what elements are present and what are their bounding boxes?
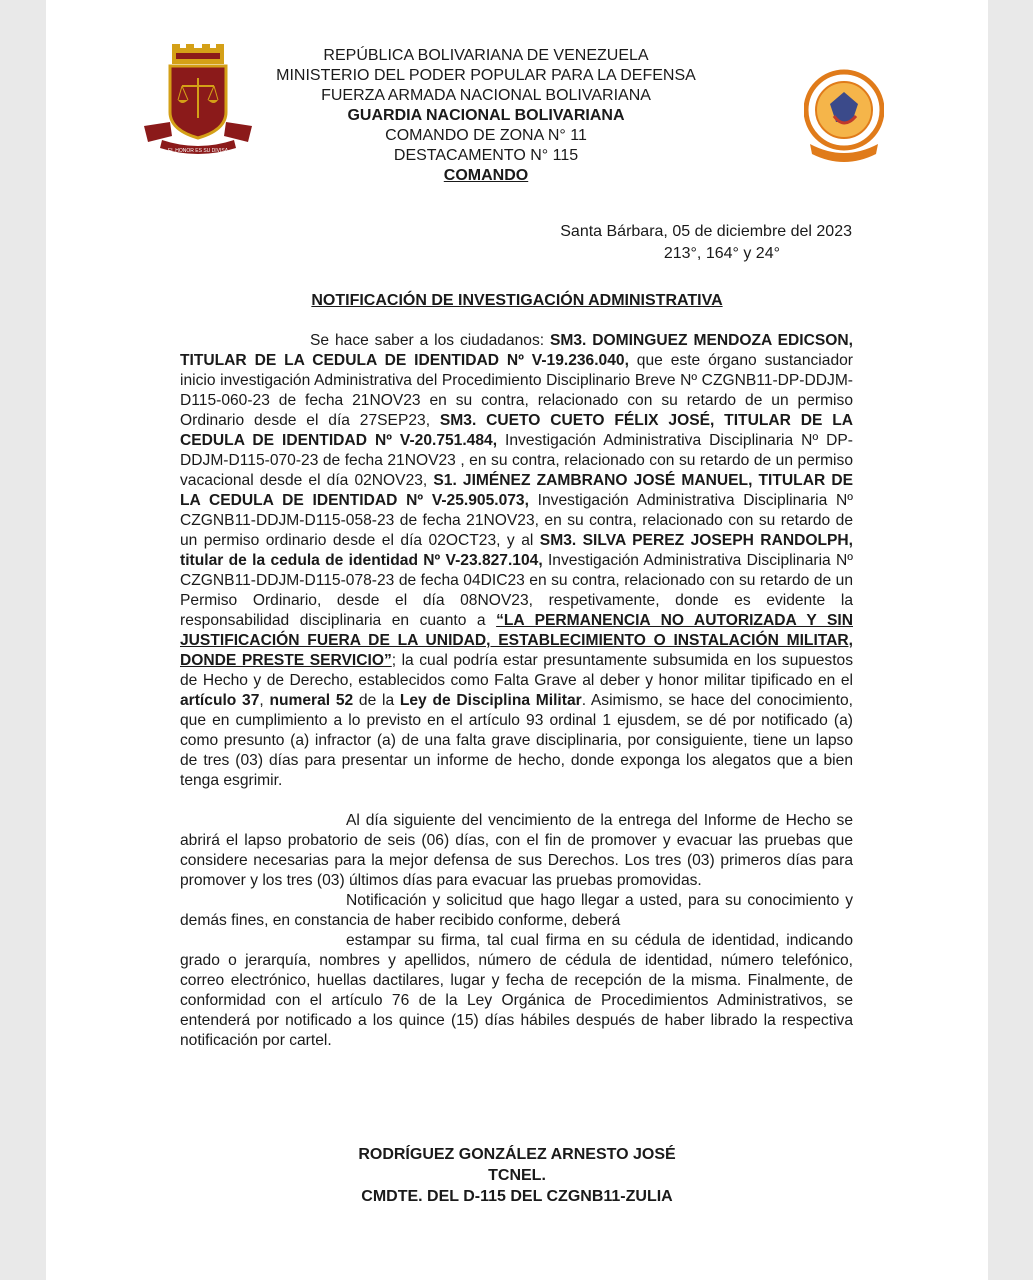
document-anniversary-refs: 213°, 164° y 24° [663,245,780,262]
p1-infraction-quote: “LA PERMANENCIA NO AUTORIZADA Y SIN JUSTIFICACIÓN FUERA DE LA UNIDAD, ESTABLECIMIENTO O INSTALACIÓN MILITAR, DONDE PRESTE SERVICIO” [180,612,853,669]
header-command: COMANDO [443,167,529,184]
p1-text-7: , [259,692,270,709]
signatory-position: CMDTE. DEL D-115 DEL CZGNB11-ZULIA [361,1188,673,1205]
document-date: Santa Bárbara, 05 de diciembre del 2023 [560,223,852,240]
signatory-rank: TCNEL. [488,1167,546,1184]
p1-person-3: S1. JIMÉNEZ ZAMBRANO JOSÉ MANUEL, TITULAR DE LA CEDULA DE IDENTIDAD Nº V-25.905.073, [180,472,853,509]
comando-zona-11-logo [804,56,884,176]
p1-law-name: Ley de Disciplina Militar [399,692,582,709]
p1-text-2: que este órgano sustanciador inicio investigación Administrativa del Procedimiento Disciplinario Breve Nº CZGNB11-DP-DDJM- D115-060-23 de fecha 21NOV23 en su contra, relacionado con su retardo de un permiso Ordinario desde el día 27SEP23, [180,352,853,429]
document-page [46,0,988,1280]
institution-header [246,46,726,186]
header-zone-command: COMANDO DE ZONA N° 11 [385,127,587,144]
signature-block [226,1144,808,1207]
document-title: NOTIFICACIÓN DE INVESTIGACIÓN ADMINISTRATIVA [311,292,723,309]
p1-text-3: Investigación Administrativa Disciplinaria Nº DP-DDJM-D115-070-23 de fecha 21NOV23 , en su contra, relacionado con su retardo de un permiso vacacional desde el día 02NOV23, [180,432,853,489]
p1-text-1: Se hace saber a los ciudadanos: [310,332,550,349]
paragraph-3b: estampar su firma, tal cual firma en su cédula de identidad, indicando grado o jerarquía, nombres y apellidos, número de cédula de identidad, número telefónico, correo electrónico, huellas dactilares, lugar y fecha de recepción de la misma. Finalmente, de conformidad con el artículo 76 de la Ley Orgánica de Procedimientos Administrativos, se entenderá por notificado a los quince (15) días hábiles después de haber librado la respectiva notificación por cartel. [180,932,853,1049]
p1-text-6: ; la cual podría estar presuntamente subsumida en los supuestos de Hecho y de Derecho, establecidos como Falta Grave al deber y honor militar tipificado en el [180,652,854,689]
paragraph-1 [180,331,853,791]
p1-person-4: SM3. SILVA PEREZ JOSEPH RANDOLPH, titular de la cedula de identidad Nº V-23.827.104, [180,532,854,569]
p1-text-5: Investigación Administrativa Disciplinaria Nº CZGNB11-DDJM-D115-078-23 de fecha 04DIC23 en su contra, relacionado con su retardo de un Permiso Ordinario, desde el día 08NOV23, respetivamente, donde es evidente la responsabilidad disciplinaria en cuanto a [180,552,853,629]
p1-article: artículo 37 [180,692,260,709]
p1-text-4: Investigación Administrativa Disciplinaria Nº CZGNB11-DDJM-D115-058-23 de fecha 21NOV23, en su contra, relacionado con su retardo de un permiso ordinario desde el día 02OCT23, y al [180,492,854,549]
p1-person-2: SM3. CUETO CUETO FÉLIX JOSÉ, TITULAR DE LA CEDULA DE IDENTIDAD Nº V-20.751.484, [180,412,854,449]
header-guard: GUARDIA NACIONAL BOLIVARIANA [347,107,625,124]
p1-text-8: de la [353,692,400,709]
header-republic: REPÚBLICA BOLIVARIANA DE VENEZUELA [323,47,649,64]
svg-text:EL HONOR ES SU DIVISA: EL HONOR ES SU DIVISA [167,148,229,154]
paragraph-2: Al día siguiente del vencimiento de la entrega del Informe de Hecho se abrirá el lapso probatorio de seis (06) días, con el fin de promover y evacuar las pruebas que considere necesarias para la mejor defensa de sus Derechos. Los tres (03) primeros días para promover y los tres (03) últimos días para evacuar las pruebas promovidas. [180,812,853,889]
header-ministry: MINISTERIO DEL PODER POPULAR PARA LA DEFENSA [276,67,696,84]
document-body [180,331,853,1051]
header-armed-force: FUERZA ARMADA NACIONAL BOLIVARIANA [321,87,651,104]
p1-text-9: . Asimismo, se hace del conocimiento, que en cumplimiento a lo previsto en el artículo 93 ordinal 1 ejusdem, se dé por notificado (a) como presunto (a) infractor (a) de una falta grave disciplinaria, por consiguiente, tiene un lapso de tres (03) días para presentar un informe de hecho, donde exponga los alegatos que a bien tenga esgrimir. [180,692,853,789]
signatory-name: RODRÍGUEZ GONZÁLEZ ARNESTO JOSÉ [358,1146,676,1163]
p1-person-1: SM3. DOMINGUEZ MENDOZA EDICSON, TITULAR DE LA CEDULA DE IDENTIDAD Nº V-19.236.040, [180,332,853,369]
paragraph-3a: Notificación y solicitud que hago llegar a usted, para su conocimiento y demás fines, en constancia de haber recibido conforme, deberá [180,892,853,929]
p1-numeral: numeral 52 [269,692,354,709]
header-detachment: DESTACAMENTO N° 115 [393,147,579,164]
guardia-nacional-crest-logo [142,44,254,164]
